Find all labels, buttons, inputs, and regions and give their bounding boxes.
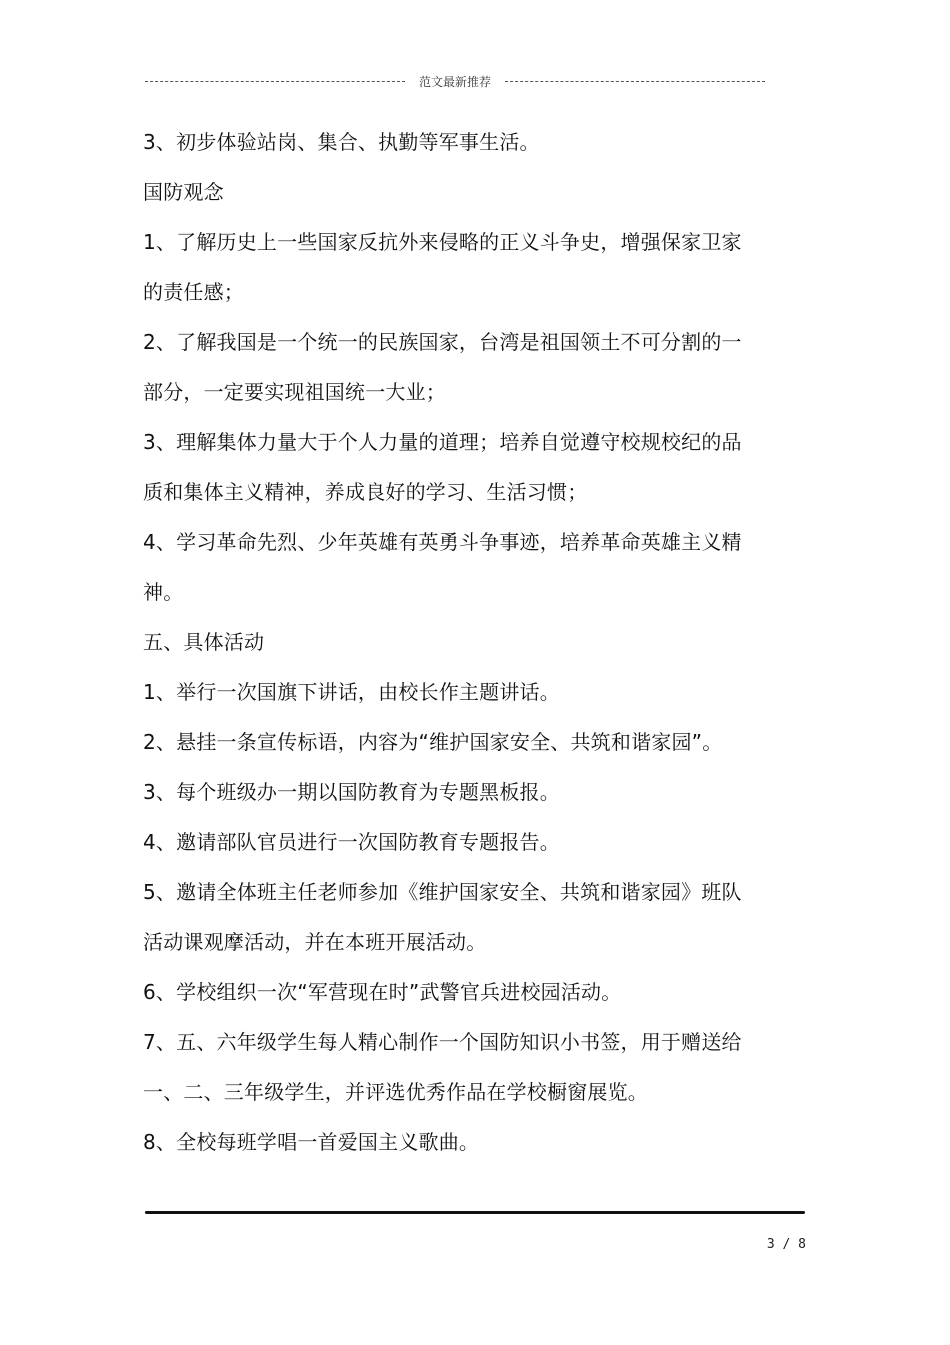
footer-rule bbox=[145, 1211, 805, 1214]
header-dash-left bbox=[145, 81, 405, 82]
text-line: 的责任感； bbox=[143, 280, 244, 304]
text-line: 1、举行一次国旗下讲话，由校长作主题讲话。 bbox=[143, 680, 560, 704]
text-line: 3、初步体验站岗、集合、执勤等军事生活。 bbox=[143, 130, 540, 154]
text-line: 1、了解历史上一些国家反抗外来侵略的正义斗争史，增强保家卫家 bbox=[143, 230, 742, 254]
page-header bbox=[145, 72, 765, 90]
text-line: 7、五、六年级学生每人精心制作一个国防知识小书签，用于赠送给 bbox=[143, 1030, 742, 1054]
header-dash-right bbox=[505, 81, 765, 82]
text-line: 部分，一定要实现祖国统一大业； bbox=[143, 380, 446, 404]
text-line: 4、学习革命先烈、少年英雄有英勇斗争事迹，培养革命英雄主义精 bbox=[143, 530, 742, 554]
document-body bbox=[143, 124, 768, 1174]
text-line: 8、全校每班学唱一首爱国主义歌曲。 bbox=[143, 1130, 480, 1154]
text-line: 质和集体主义精神，养成良好的学习、生活习惯； bbox=[143, 480, 588, 504]
text-line: 活动课观摩活动，并在本班开展活动。 bbox=[143, 930, 487, 954]
text-line: 3、每个班级办一期以国防教育为专题黑板报。 bbox=[143, 780, 560, 804]
text-line: 2、悬挂一条宣传标语，内容为“维护国家安全、共筑和谐家园”。 bbox=[143, 730, 723, 754]
text-line: 一、二、三年级学生，并评选优秀作品在学校橱窗展览。 bbox=[143, 1080, 648, 1104]
page-number: 3 / 8 bbox=[766, 1237, 806, 1252]
section-heading: 五、具体活动 bbox=[143, 630, 265, 654]
text-line: 5、邀请全体班主任老师参加《维护国家安全、共筑和谐家园》班队 bbox=[143, 880, 742, 904]
text-line: 4、邀请部队官员进行一次国防教育专题报告。 bbox=[143, 830, 560, 854]
text-line: 神。 bbox=[143, 580, 184, 604]
text-line: 6、学校组织一次“军营现在时”武警官兵进校园活动。 bbox=[143, 980, 622, 1004]
header-title: 范文最新推荐 bbox=[419, 74, 492, 89]
text-line: 3、理解集体力量大于个人力量的道理；培养自觉遵守校规校纪的品 bbox=[143, 430, 742, 454]
section-heading: 国防观念 bbox=[143, 180, 224, 204]
text-line: 2、了解我国是一个统一的民族国家，台湾是祖国领土不可分割的一 bbox=[143, 330, 742, 354]
